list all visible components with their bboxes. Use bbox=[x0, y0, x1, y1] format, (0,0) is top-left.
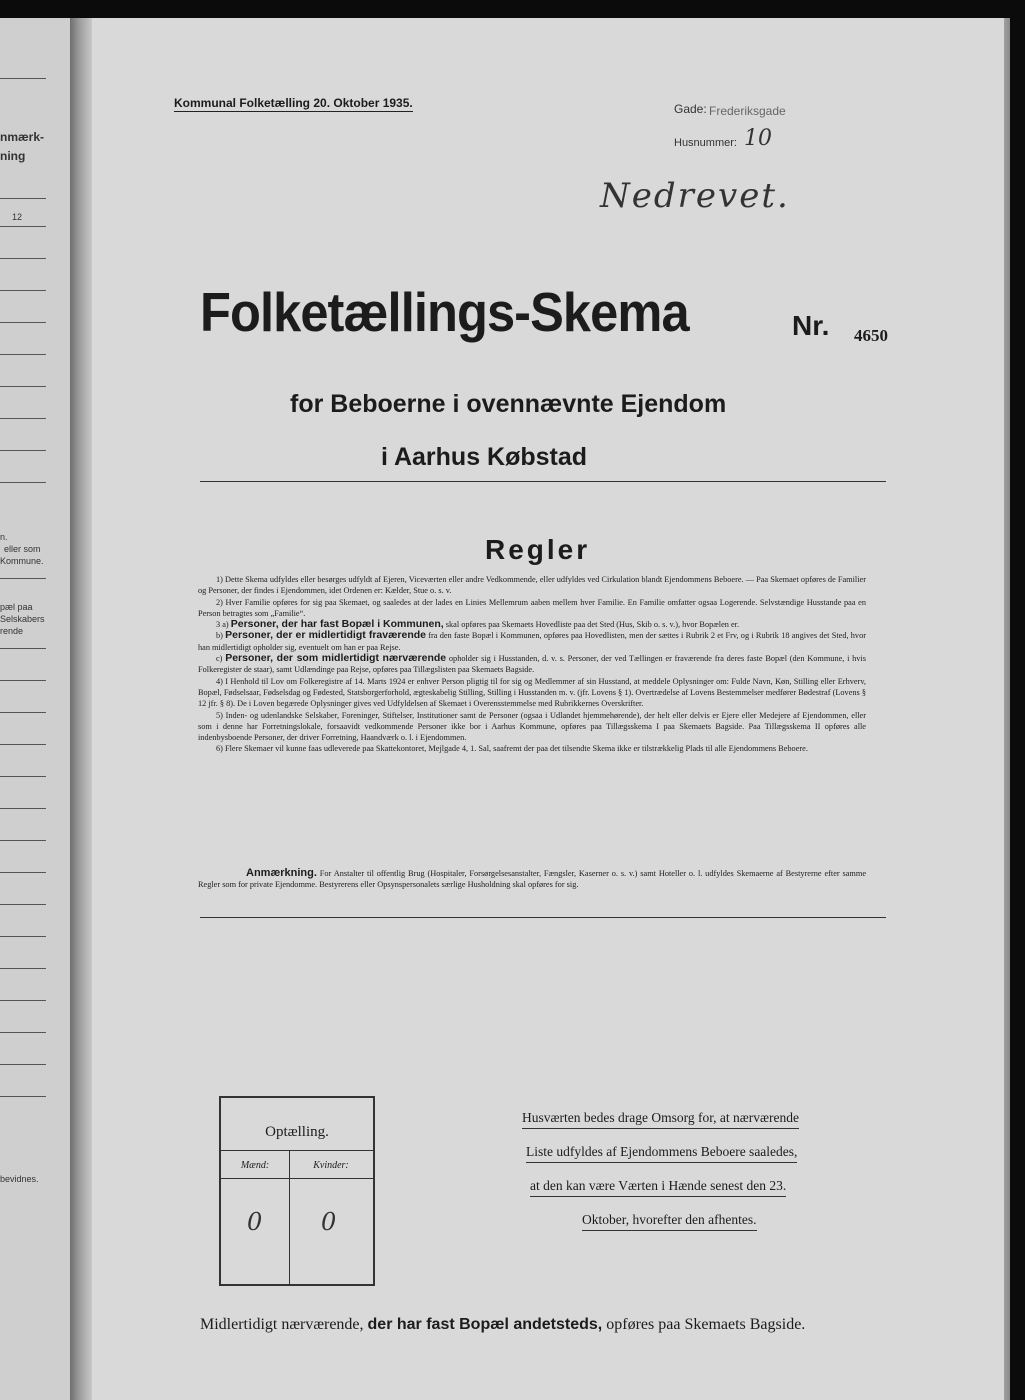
fragment-text: ning bbox=[0, 149, 26, 163]
rule-heading: Personer, der har fast Bopæl i Kommunen, bbox=[230, 618, 444, 631]
fragment-text: Selskabers bbox=[0, 614, 45, 624]
rules-text bbox=[198, 574, 866, 755]
footer-note bbox=[200, 1316, 805, 1334]
count-box bbox=[219, 1096, 375, 1286]
rule bbox=[0, 1096, 46, 1097]
fragment-text: 12 bbox=[12, 212, 23, 222]
form-subtitle: for Beboerne i ovennævnte Ejendom bbox=[290, 390, 727, 418]
rule bbox=[0, 1000, 46, 1001]
fragment-text: bevidnes. bbox=[0, 1174, 39, 1184]
annotation-heading: Anmærkning. bbox=[246, 867, 317, 879]
fragment-text: rende bbox=[0, 626, 24, 636]
rule bbox=[0, 386, 46, 387]
rule bbox=[0, 712, 46, 713]
rule-6: 6) Flere Skemaer vil kunne faas udleverede paa Skattekontoret, Mejlgade 4, 1. Sal, saafremt der paa det tilsendte Skema ikke er tilstrækkelig Plads til alle Ejendommens Beboere. bbox=[216, 744, 808, 754]
men-label: Mænd: bbox=[240, 1160, 270, 1171]
rule bbox=[0, 936, 46, 937]
notice-line: at den kan være Værten i Hænde senest den 23. bbox=[530, 1178, 786, 1197]
rule bbox=[0, 1032, 46, 1033]
rule bbox=[0, 872, 46, 873]
rule-number: b) bbox=[216, 631, 223, 641]
rule-4: 4) I Henhold til Lov om Folkeregistre af 14. Marts 1924 er enhver Person pligtig til for sig og Medlemmer af sin Husstand, at meddele Oplysninger om: Fulde Navn, Køn, Stilling eller Erhverv, Bopæl, Fødselsaar, Fødselsdag og Fødested, Statsborgerforhold, ægteskabelig Stilling, Stilling i Husstanden m. v. (jfr. Lovens § 1). Overtrædelse af Lovens Bestemmelser medfører Bødestraf (Lovens § 12 jfr. § 8). De i Loven begærede Oplysninger gives ved Udfyldelsen af Skemaet i Overensstemmelse med Rubrikkernes Overskrifter. bbox=[198, 676, 866, 709]
rule bbox=[0, 776, 46, 777]
rule-2: 2) Hver Familie opføres for sig paa Skemaet, og saaledes at der lades en Linies Mellemrum aaben mellem hver Familie. En Familie omfatter ogsaa Logerende. Selvstændige Husstande paa en Person betragtes som „Familie“. bbox=[198, 597, 866, 618]
rule-body: fra den faste Bopæl i Kommunen, opføres paa Hovedlisten, men der sættes i Rubrik 2 et Frv, og i Rubrik 18 angives det Sted, hvor han midlertidigt opholder sig, eventuelt om han er paa Rejse. bbox=[198, 631, 866, 652]
divider bbox=[221, 1150, 373, 1151]
rule bbox=[0, 354, 46, 355]
rule bbox=[0, 578, 46, 579]
fragment-text: Kommune. bbox=[0, 556, 44, 566]
census-form-page bbox=[92, 18, 1004, 1400]
rule-number: c) bbox=[216, 654, 223, 664]
rule bbox=[0, 968, 46, 969]
annotation-text: For Anstalter til offentlig Brug (Hospitaler, Forsørgelsesanstalter, Fængsler, Kaserner o. s. v.) samt Hoteller o. l. udfyldes Skemaerne af Bestyrerne efter samme Regler som for private Ejendomme. Bestyrerens eller Opsynspersonalets særlige Husholdning skal opføres for sig. bbox=[198, 869, 866, 890]
notice-line: Husværten bedes drage Omsorg for, at nærværende bbox=[522, 1110, 799, 1129]
form-number-label: Nr. bbox=[792, 310, 830, 341]
rule-body: opholder sig i Husstanden, d. v. s. Personer, der ved Tællingen er fraværende fra deres faste Bopæl (den Kommune, i hvis Folkeregister de staar), samt Udlændinge paa Rejse, opføres paa Tillægslisten paa Skemaets Bagside. bbox=[198, 654, 866, 675]
form-number: 4650 bbox=[854, 326, 888, 345]
rule bbox=[0, 450, 46, 451]
rule bbox=[0, 1064, 46, 1065]
notice-line: Oktober, hvorefter den afhentes. bbox=[582, 1212, 757, 1231]
divider bbox=[221, 1178, 373, 1179]
gade-label: Gade: bbox=[674, 102, 707, 116]
adjacent-page bbox=[0, 18, 70, 1400]
rule bbox=[0, 648, 46, 649]
notice-line: Liste udfyldes af Ejendommens Beboere saaledes, bbox=[526, 1144, 797, 1163]
rule bbox=[0, 482, 46, 483]
count-title: Optælling. bbox=[265, 1124, 329, 1140]
rule-1: 1) Dette Skema udfyldes eller besørges udfyldt af Ejeren, Viceværten eller andre Vedkommende, eller udfyldes ved Cirkulation blandt Ejendommens Beboere. — Paa Skemaet opføres de Familier og Personer, der findes i Ejendommen, idet Ordenen er: Kælder, Stue o. s. v. bbox=[198, 575, 866, 596]
men-count: 0 bbox=[247, 1208, 263, 1236]
rule-3c bbox=[198, 653, 866, 676]
women-label: Kvinder: bbox=[313, 1160, 349, 1171]
rule-body: skal opføres paa Skemaets Hovedliste paa det Sted (Hus, Skib o. s. v.), hvor Bopælen er. bbox=[445, 620, 740, 630]
book-spine bbox=[70, 18, 92, 1400]
annotation-note bbox=[198, 868, 866, 891]
fragment-text: eller som bbox=[4, 544, 41, 554]
rule-3b bbox=[198, 630, 866, 653]
rule bbox=[0, 840, 46, 841]
form-title: Folketællings-Skema bbox=[200, 281, 689, 343]
rule-number: 3 a) bbox=[216, 620, 229, 630]
women-count: 0 bbox=[321, 1208, 337, 1236]
rule bbox=[0, 258, 46, 259]
footer-text: Midlertidigt nærværende, bbox=[200, 1316, 364, 1333]
rule bbox=[0, 418, 46, 419]
handwritten-note: Nedrevet. bbox=[600, 176, 790, 216]
footer-text: opføres paa Skemaets Bagside. bbox=[606, 1316, 806, 1333]
gade-value: Frederiksgade bbox=[709, 104, 786, 118]
rule bbox=[0, 290, 46, 291]
rule bbox=[0, 680, 46, 681]
rule bbox=[0, 904, 46, 905]
husnummer-label: Husnummer: bbox=[674, 137, 737, 149]
rule bbox=[0, 198, 46, 199]
fragment-text: n. bbox=[0, 532, 8, 542]
rule-heading: Personer, der er midlertidigt fraværende bbox=[225, 629, 427, 642]
rule-5: 5) Inden- og udenlandske Selskaber, Foreninger, Stiftelser, Institutioner samt de Personer (ogsaa i Udlandet hjemmehørende), der helt eller delvis er Ejere eller Medejere af Ejendommen, eller som i denne har Forretningslokale, forsaavidt vedkommende Personer ikke bor i Aarhus Kommune, opføres paa Tillægsskema I paa Skemaets Bagside. Paa Tillægsskema II opføres alle indenbysboende Personer, der driver Forretning, Haandværk o. l. i Ejendommen. bbox=[198, 710, 866, 743]
fragment-text: pæl paa bbox=[0, 602, 33, 612]
rule bbox=[0, 808, 46, 809]
rule-heading: Personer, der som midlertidigt nærværende bbox=[225, 652, 447, 665]
census-header: Kommunal Folketælling 20. Oktober 1935. bbox=[174, 96, 413, 110]
divider bbox=[200, 917, 886, 918]
footer-bold-text: der har fast Bopæl andetsteds, bbox=[367, 1316, 603, 1333]
divider bbox=[200, 481, 886, 482]
rule bbox=[0, 322, 46, 323]
husnummer-value: 10 bbox=[744, 126, 772, 151]
fragment-text: nmærk- bbox=[0, 130, 45, 144]
rule bbox=[0, 226, 46, 227]
rule bbox=[0, 744, 46, 745]
form-subtitle-city: i Aarhus Købstad bbox=[381, 443, 588, 471]
rules-heading: Regler bbox=[485, 534, 591, 565]
rule bbox=[0, 78, 46, 79]
